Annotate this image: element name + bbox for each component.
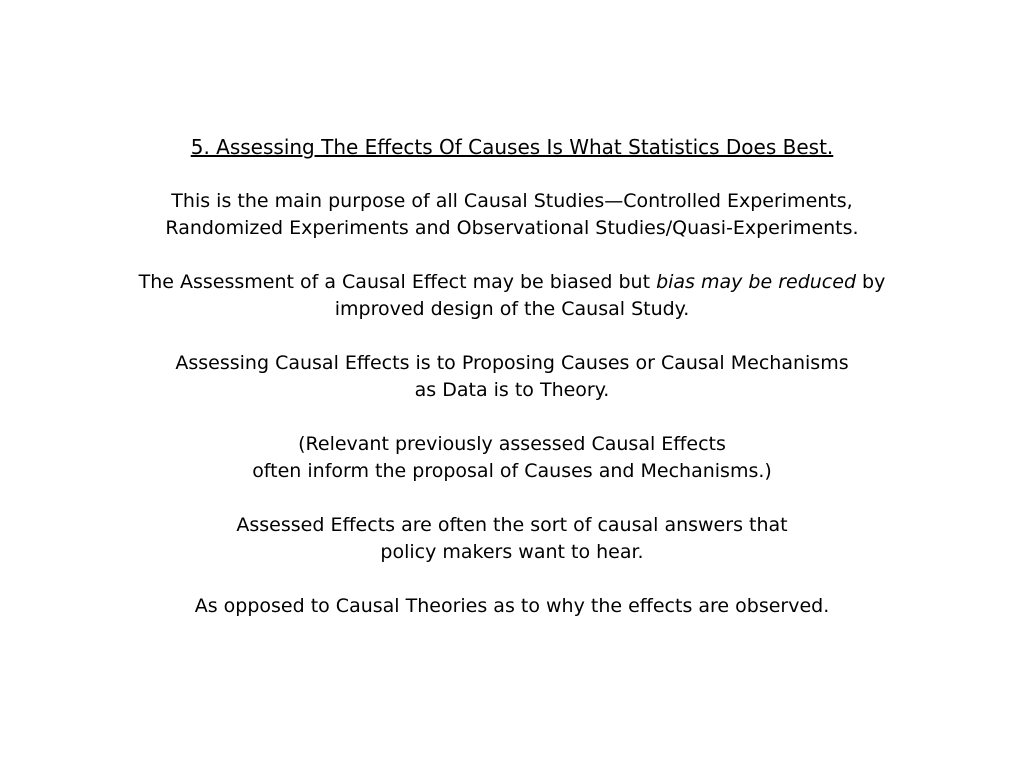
paragraph-policy-makers <box>40 512 984 566</box>
text-line: as Data is to Theory. <box>414 379 610 401</box>
paragraph-analogy <box>40 350 984 404</box>
text-line: Assessing Causal Effects is to Proposing Causes or Causal Mechanisms <box>175 352 849 374</box>
text-line: improved design of the Causal Study. <box>334 298 690 320</box>
text-line: (Relevant previously assessed Causal Effects <box>298 433 726 455</box>
text-line <box>40 269 984 296</box>
text-segment: The Assessment of a Causal Effect may be biased but <box>138 271 657 293</box>
paragraph-bias <box>40 269 984 323</box>
text-line: often inform the proposal of Causes and Mechanisms.) <box>252 460 772 482</box>
emphasis-text: bias may be reduced <box>656 271 857 293</box>
paragraph-causal-theories <box>40 593 984 620</box>
text-line: As opposed to Causal Theories as to why the effects are observed. <box>194 595 830 617</box>
paragraph-relevant-effects <box>40 431 984 485</box>
text-line: policy makers want to hear. <box>380 541 644 563</box>
paragraph-causal-studies <box>40 188 984 242</box>
text-segment: by <box>856 271 886 293</box>
text-line: Randomized Experiments and Observational Studies/Quasi-Experiments. <box>165 217 859 239</box>
text-line: Assessed Effects are often the sort of causal answers that <box>236 514 788 536</box>
slide-title: 5. Assessing The Effects Of Causes Is What Statistics Does Best. <box>190 135 834 159</box>
slide-content <box>40 133 984 620</box>
text-line: This is the main purpose of all Causal Studies—Controlled Experiments, <box>171 190 853 212</box>
